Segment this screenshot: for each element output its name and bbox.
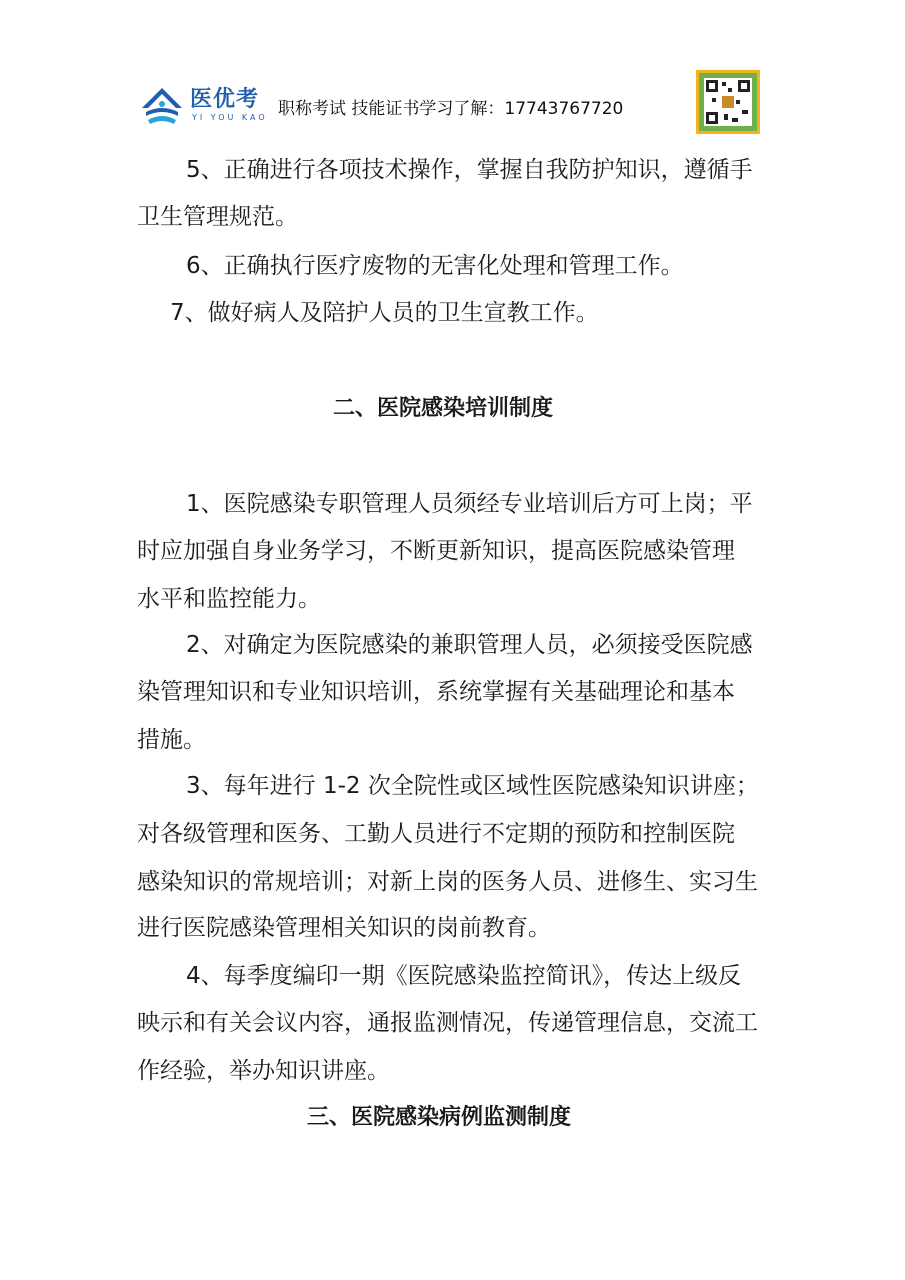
paragraph-line: 5、正确进行各项技术操作，掌握自我防护知识，遵循手 (186, 157, 753, 183)
paragraph-line: 映示和有关会议内容，通报监测情况，传递管理信息，交流工 (137, 1010, 758, 1036)
paragraph-line: 1、医院感染专职管理人员须经专业培训后方可上岗；平 (186, 491, 753, 517)
paragraph-line: 3、每年进行 1-2 次全院性或区域性医院感染知识讲座； (186, 773, 759, 799)
paragraph-line: 6、正确执行医疗废物的无害化处理和管理工作。 (186, 253, 684, 279)
paragraph-line: 卫生管理规范。 (137, 204, 298, 230)
paragraph-line: 作经验，举办知识讲座。 (137, 1058, 390, 1084)
paragraph-line: 时应加强自身业务学习，不断更新知识，提高医院感染管理 (137, 538, 735, 564)
header-tagline: 职称考试 技能证书学习了解：17743767720 (278, 99, 624, 119)
page-header (138, 68, 768, 138)
brand-name: 医优考 (190, 87, 260, 112)
section-heading: 二、医院感染培训制度 (333, 396, 554, 421)
paragraph-line: 进行医院感染管理相关知识的岗前教育。 (137, 915, 551, 941)
paragraph-line: 对各级管理和医务、工勤人员进行不定期的预防和控制医院 (137, 821, 735, 847)
paragraph-line: 7、做好病人及陪护人员的卫生宣教工作。 (170, 300, 599, 326)
paragraph-line: 水平和监控能力。 (137, 586, 321, 612)
yiyoukao-logo-icon (138, 82, 186, 128)
paragraph-line: 2、对确定为医院感染的兼职管理人员，必须接受医院感 (186, 632, 753, 658)
paragraph-line: 4、每季度编印一期《医院感染监控简讯》，传达上级反 (186, 963, 742, 989)
brand-name-pinyin: YI YOU KAO (192, 113, 268, 122)
paragraph-line: 感染知识的常规培训；对新上岗的医务人员、进修生、实习生 (137, 869, 758, 895)
qr-code-icon (696, 70, 760, 134)
paragraph-line: 措施。 (137, 727, 206, 753)
paragraph-line: 染管理知识和专业知识培训，系统掌握有关基础理论和基本 (137, 679, 735, 705)
section-heading: 三、医院感染病例监测制度 (307, 1105, 572, 1130)
